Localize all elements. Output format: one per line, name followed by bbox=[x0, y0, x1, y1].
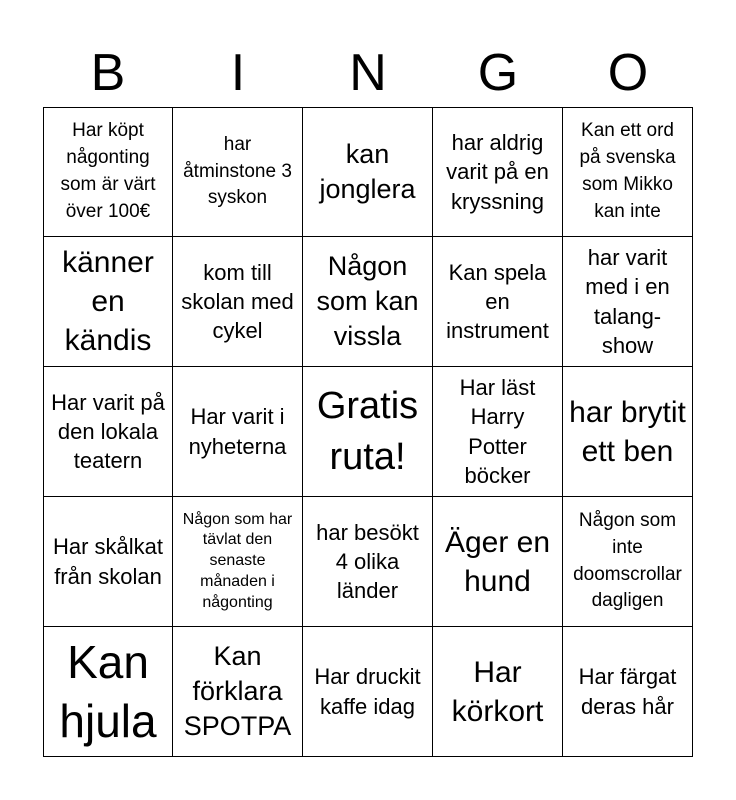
header-letter-n: N bbox=[349, 44, 387, 102]
bingo-cell-r3c4[interactable] bbox=[433, 367, 563, 497]
cell-text: har varit med i en talang-show bbox=[585, 245, 670, 358]
bingo-cell-r4c4[interactable] bbox=[433, 497, 563, 627]
cell-text: känner en kändis bbox=[62, 246, 154, 357]
bingo-cell-r4c1[interactable] bbox=[43, 497, 173, 627]
bingo-cell-r1c1[interactable] bbox=[43, 107, 173, 237]
cell-text: har brytit ett ben bbox=[569, 395, 686, 468]
bingo-cell-r3c2[interactable] bbox=[173, 367, 303, 497]
cell-text: Har körkort bbox=[451, 655, 544, 728]
bingo-cell-r1c4[interactable] bbox=[433, 107, 563, 237]
bingo-cell-r1c5[interactable] bbox=[563, 107, 693, 237]
header-letter-i: I bbox=[230, 44, 246, 102]
cell-text: Någon som inte doomscrollar dagligen bbox=[573, 509, 682, 612]
bingo-cell-r2c2[interactable] bbox=[173, 237, 303, 367]
bingo-cell-r5c5[interactable] bbox=[563, 627, 693, 757]
bingo-cell-r4c3[interactable] bbox=[303, 497, 433, 627]
cell-text: Kan spela en instrument bbox=[446, 259, 549, 344]
cell-text: Kan förklara SPOTPA bbox=[183, 640, 292, 742]
header-letter-b: B bbox=[90, 44, 126, 102]
cell-text: Har färgat deras hår bbox=[578, 664, 677, 719]
bingo-cell-r1c3[interactable] bbox=[303, 107, 433, 237]
bingo-cell-r2c4[interactable] bbox=[433, 237, 563, 367]
bingo-header bbox=[43, 38, 693, 108]
cell-text: har aldrig varit på en kryssning bbox=[446, 130, 549, 214]
cell-text: Gratis ruta! bbox=[316, 385, 419, 478]
bingo-cell-r1c2[interactable] bbox=[173, 107, 303, 237]
bingo-cell-r5c1[interactable] bbox=[43, 627, 173, 757]
bingo-cell-r4c2[interactable] bbox=[173, 497, 303, 627]
cell-text: Har köpt någonting som är värt över 100€ bbox=[60, 120, 156, 222]
cell-text: kom till skolan med cykel bbox=[181, 259, 294, 344]
cell-text: Kan ett ord på svenska som Mikko kan inte bbox=[579, 120, 676, 222]
cell-text: har åtminstone 3 syskon bbox=[183, 133, 292, 209]
bingo-cell-r2c1[interactable] bbox=[43, 237, 173, 367]
cell-text: Äger en hund bbox=[444, 525, 551, 598]
bingo-cell-r4c5[interactable] bbox=[563, 497, 693, 627]
cell-text: Har skålkat från skolan bbox=[52, 534, 164, 589]
cell-text: Någon som har tävlat den senaste månaden i någonting bbox=[182, 510, 293, 611]
bingo-cell-r5c3[interactable] bbox=[303, 627, 433, 757]
cell-text: Har varit i nyheterna bbox=[188, 404, 287, 459]
bingo-cell-r3c5[interactable] bbox=[563, 367, 693, 497]
bingo-cell-r5c4[interactable] bbox=[433, 627, 563, 757]
cell-text: kan jonglera bbox=[319, 138, 416, 204]
cell-text: Kan hjula bbox=[59, 635, 157, 747]
bingo-cell-r5c2[interactable] bbox=[173, 627, 303, 757]
cell-text: Har druckit kaffe idag bbox=[314, 664, 421, 719]
cell-text: Har läst Harry Potter böcker bbox=[459, 375, 536, 488]
bingo-cell-r3c3-free[interactable] bbox=[303, 367, 433, 497]
cell-text: Någon som kan vissla bbox=[316, 250, 419, 352]
bingo-board bbox=[43, 107, 693, 757]
header-letter-o: O bbox=[607, 44, 649, 102]
bingo-cell-r2c3[interactable] bbox=[303, 237, 433, 367]
cell-text: Har varit på den lokala teatern bbox=[51, 389, 165, 474]
bingo-cell-r2c5[interactable] bbox=[563, 237, 693, 367]
cell-text: har besökt 4 olika länder bbox=[316, 519, 419, 604]
header-letter-g: G bbox=[477, 44, 519, 102]
bingo-cell-r3c1[interactable] bbox=[43, 367, 173, 497]
